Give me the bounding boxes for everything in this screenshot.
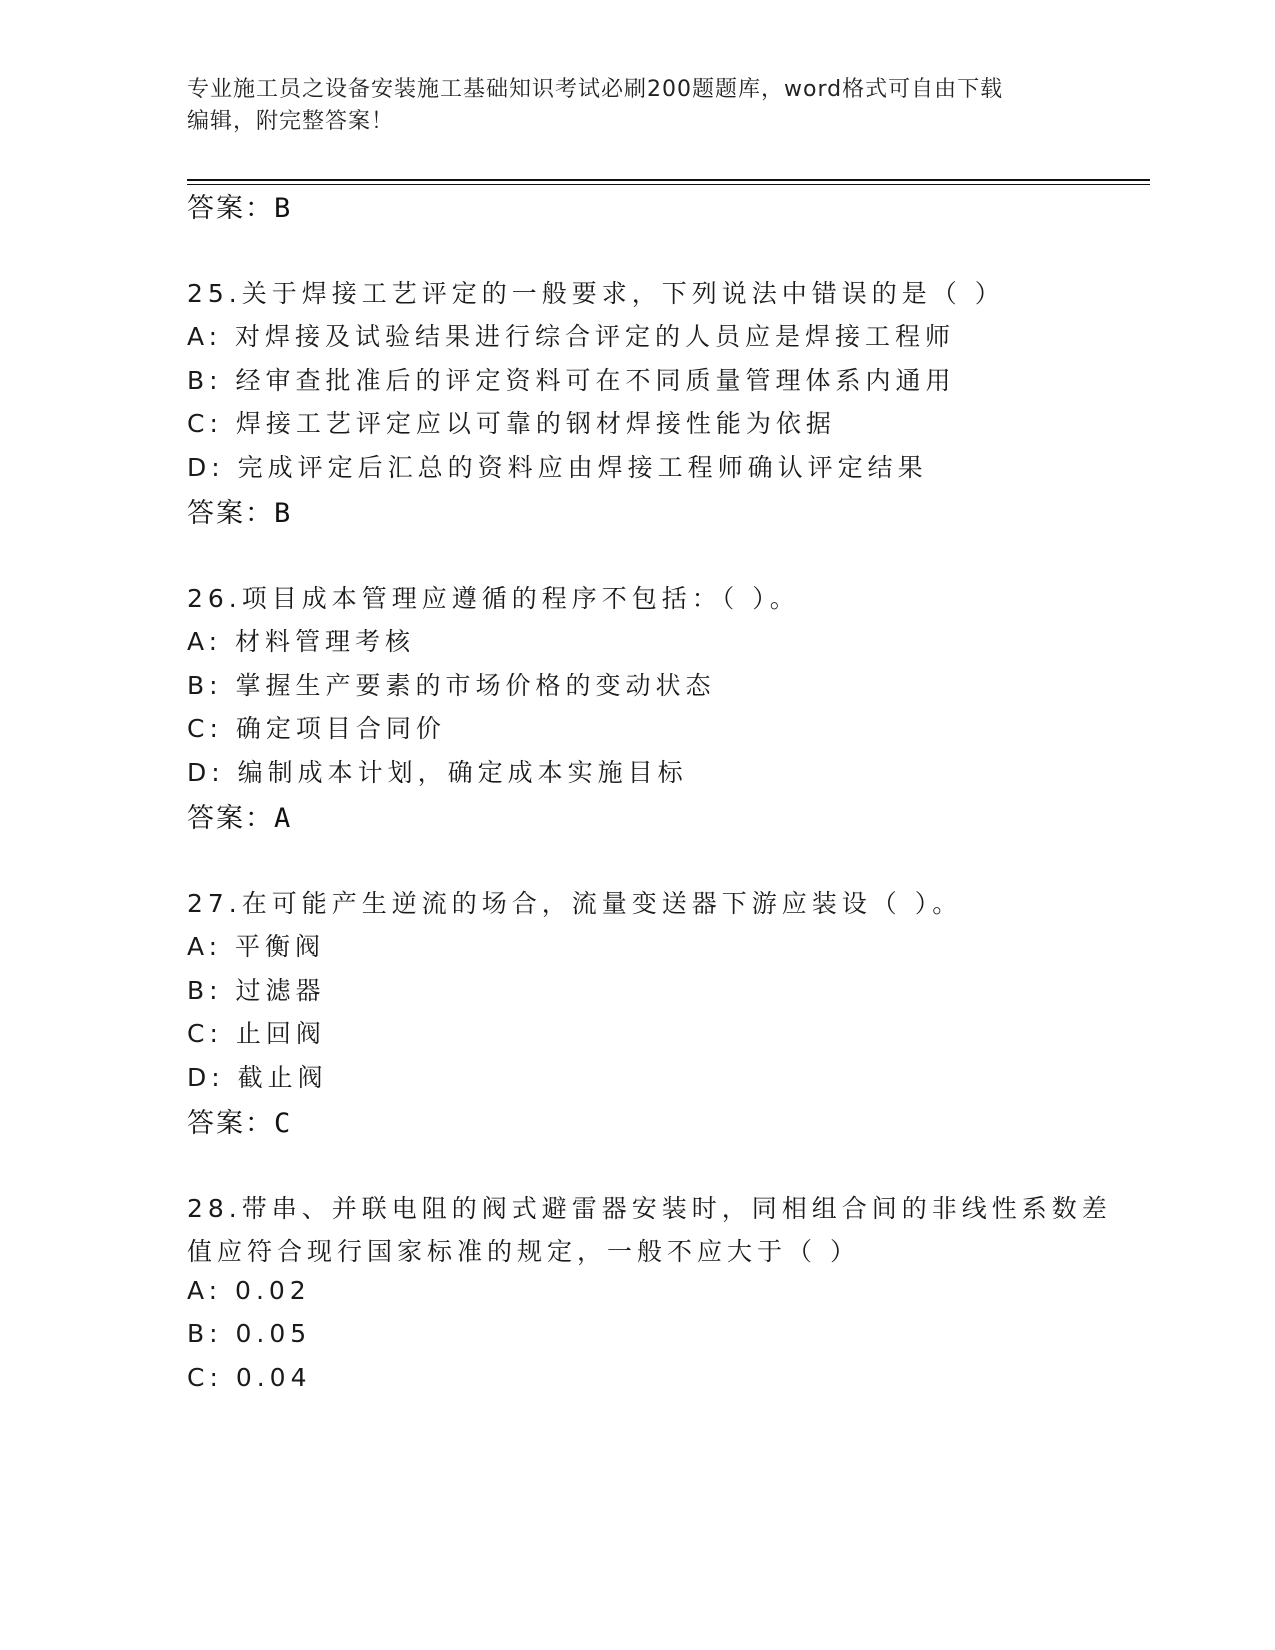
- question-27-option-a: A: 平衡阀: [187, 932, 326, 961]
- answer-25: [187, 491, 292, 530]
- question-26-stem: 26.项目成本管理应遵循的程序不包括：（ ）。: [187, 584, 800, 613]
- question-27-option-d: D: 截止阀: [187, 1063, 328, 1092]
- answer-label: 答案：: [187, 1108, 274, 1139]
- question-25-option-c: C: 焊接工艺评定应以可靠的钢材焊接性能为依据: [187, 409, 836, 438]
- header-rule-thick: [187, 179, 1150, 181]
- question-27-option-c: C: 止回阀: [187, 1019, 326, 1048]
- question-26-option-d: D: 编制成本计划，确定成本实施目标: [187, 758, 688, 787]
- question-25-option-a: A: 对焊接及试验结果进行综合评定的人员应是焊接工程师: [187, 322, 956, 351]
- document-header: [187, 74, 1087, 138]
- answer-label: 答案：: [187, 803, 274, 834]
- question-26-option-b: B: 掌握生产要素的市场价格的变动状态: [187, 671, 716, 700]
- question-27-option-b: B: 过滤器: [187, 976, 326, 1005]
- answer-label: 答案：: [187, 498, 274, 529]
- answer-value: C: [274, 1108, 293, 1139]
- answer-27: [187, 1101, 292, 1140]
- answer-value: B: [274, 193, 293, 224]
- header-line-2: 编辑，附完整答案！: [187, 109, 395, 134]
- question-25-option-b: B: 经审查批准后的评定资料可在不同质量管理体系内通用: [187, 366, 956, 395]
- answer-value: B: [274, 498, 293, 529]
- answer-26: [187, 796, 292, 835]
- question-28-option-b: B: 0.05: [187, 1319, 312, 1348]
- question-28-stem-line-2: 值应符合现行国家标准的规定，一般不应大于（ ）: [187, 1237, 860, 1266]
- question-28-option-c: C: 0.04: [187, 1363, 312, 1392]
- question-26-option-a: A: 材料管理考核: [187, 627, 416, 656]
- header-rule-thin: [187, 184, 1150, 185]
- header-line-1: 专业施工员之设备安装施工基础知识考试必刷200题题库，word格式可自由下载: [187, 77, 1004, 102]
- answer-label: 答案：: [187, 193, 274, 224]
- question-26-option-c: C: 确定项目合同价: [187, 714, 446, 743]
- question-25-stem: 25.关于焊接工艺评定的一般要求，下列说法中错误的是（ ）: [187, 279, 1005, 308]
- question-25-option-d: D: 完成评定后汇总的资料应由焊接工程师确认评定结果: [187, 453, 928, 482]
- question-27-stem: 27.在可能产生逆流的场合，流量变送器下游应装设（ ）。: [187, 889, 963, 918]
- answer-value: A: [274, 803, 293, 834]
- answer-24: [187, 186, 292, 225]
- question-28-option-a: A: 0.02: [187, 1276, 311, 1305]
- question-28-stem-line-1: 28.带串、并联电阻的阀式避雷器安装时，同相组合间的非线性系数差: [187, 1194, 1112, 1223]
